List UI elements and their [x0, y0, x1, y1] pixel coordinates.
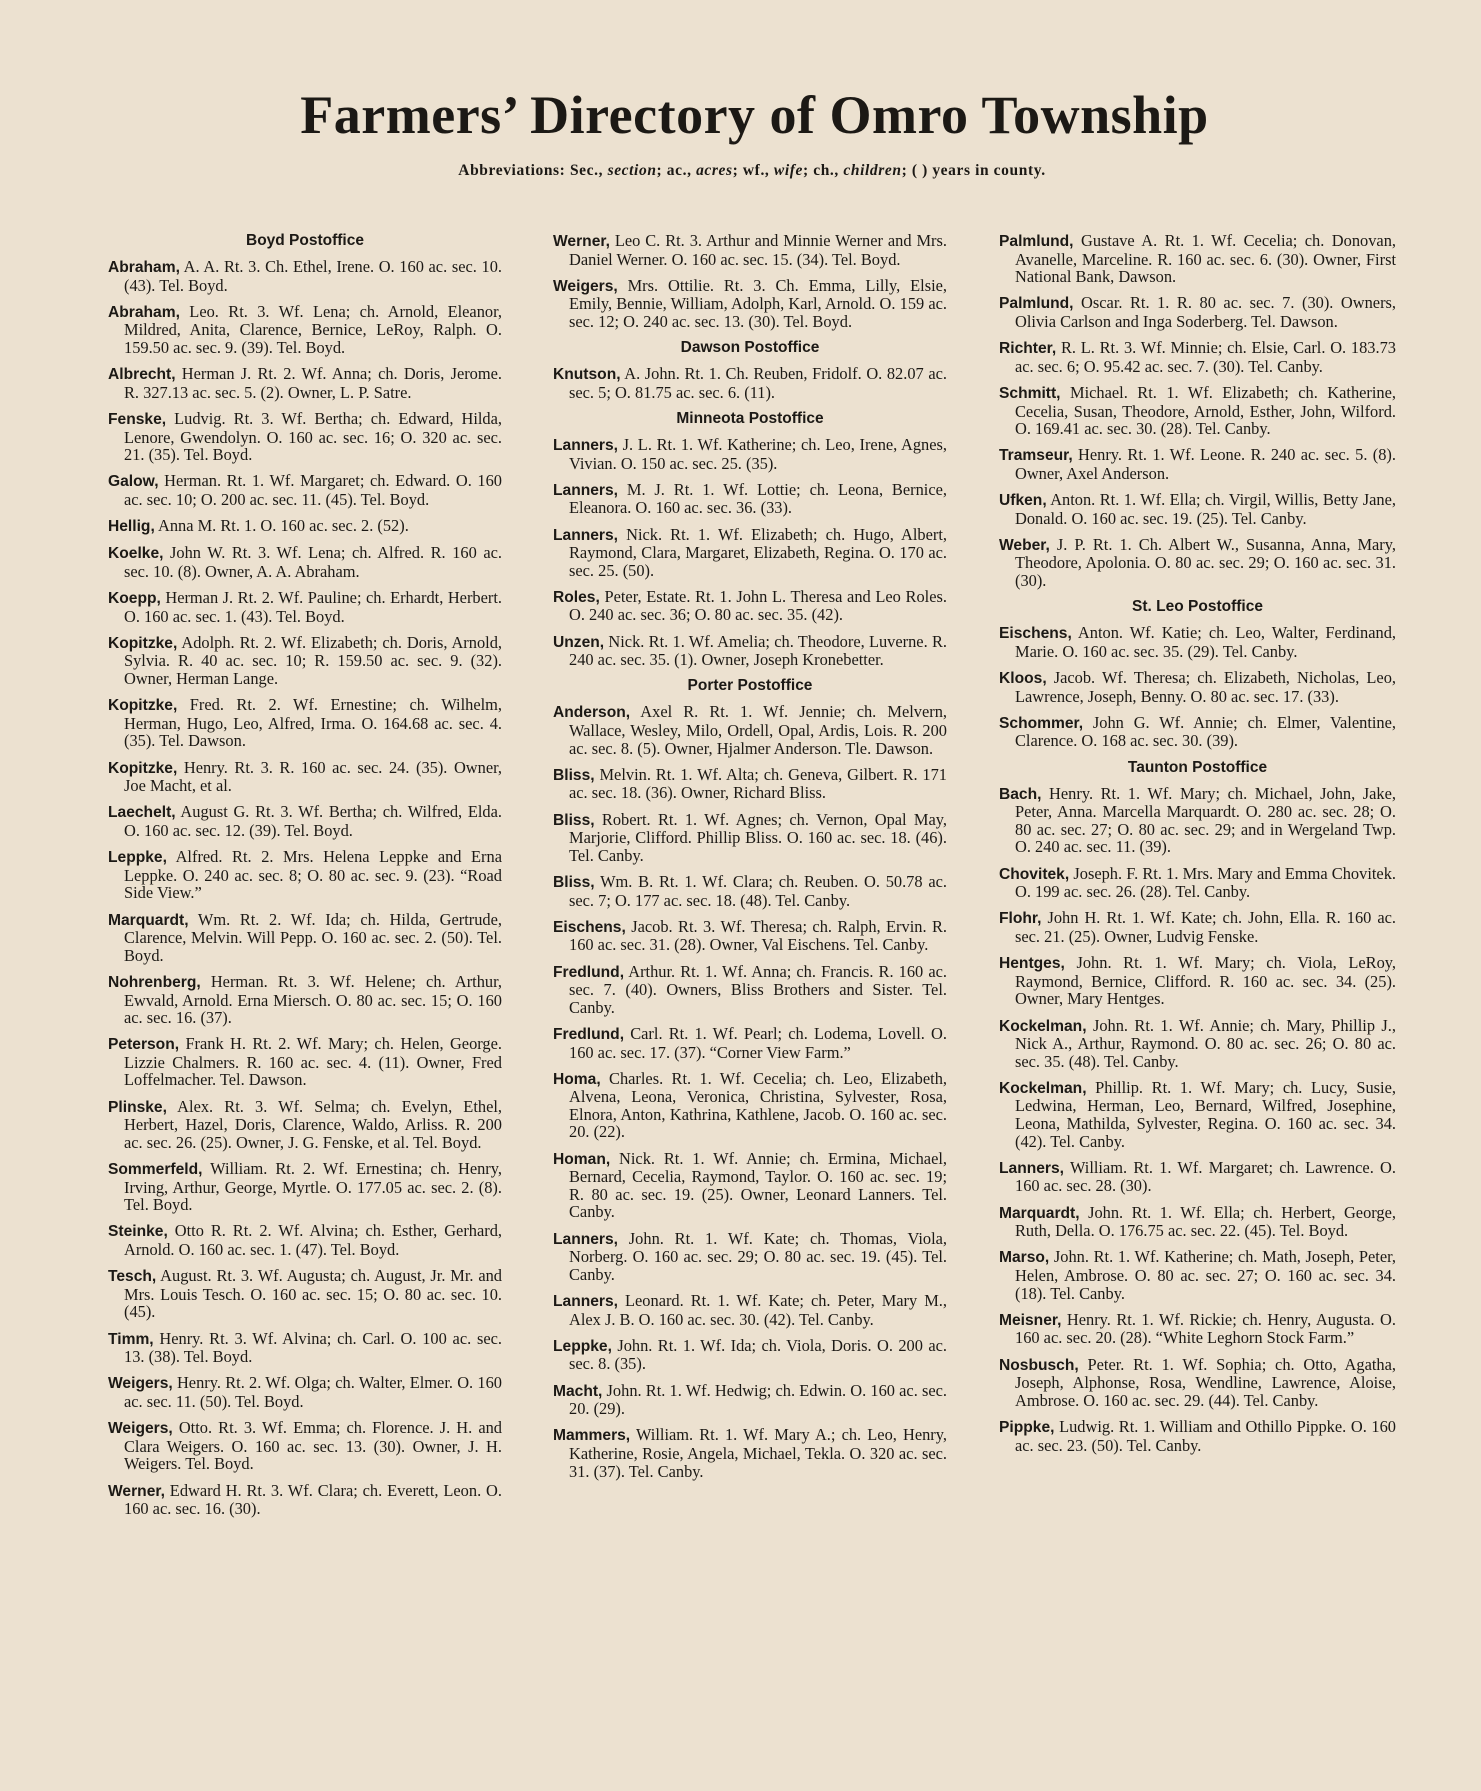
- entry-surname: Fredlund,: [553, 1025, 625, 1043]
- column-1: [108, 232, 502, 1526]
- directory-entry: [553, 918, 947, 954]
- entry-details: Jacob. Rt. 3. Wf. Theresa; ch. Ralph, Ervin. R. 160 ac. sec. 31. (28). Owner, Val Eischens. Tel. Canby.: [569, 916, 947, 955]
- entry-details: Leo. Rt. 3. Wf. Lena; ch. Arnold, Eleanor, Mildred, Anita, Clarence, Bernice, LeRoy, Ralph. O. 159.50 ac. sec. 9. (39). Tel. Boyd.: [124, 301, 502, 357]
- entry-surname: Roles,: [553, 588, 600, 606]
- entry-details: Nick. Rt. 1. Wf. Annie; ch. Ermina, Michael, Bernard, Cecelia, Raymond, Taylor. O. 160 ac. sec. 19; R. 80 ac. sec. 19. (25). Owner, Leonard Lanners. Tel. Canby.: [569, 1148, 947, 1222]
- directory-entry: [108, 1098, 502, 1152]
- postoffice-heading: Dawson Postoffice: [680, 339, 820, 357]
- abbreviations-legend: [0, 162, 1481, 180]
- entry-surname: Leppke,: [553, 1337, 612, 1355]
- directory-entry: [108, 472, 502, 508]
- entry-surname: Hentges,: [999, 955, 1065, 973]
- directory-entry: [108, 1330, 502, 1366]
- entry-surname: Richter,: [999, 340, 1057, 358]
- abbr-item: Sec., section;: [569, 162, 663, 179]
- entry-surname: Nosbusch,: [999, 1356, 1079, 1374]
- directory-entry: [999, 1017, 1396, 1071]
- abbr-paren-meaning: years in county.: [932, 162, 1046, 179]
- entry-surname: Bliss,: [553, 766, 595, 784]
- entry-surname: Lanners,: [999, 1159, 1064, 1177]
- directory-entry: [999, 294, 1396, 330]
- entry-details: Joseph. F. Rt. 1. Mrs. Mary and Emma Chovitek. O. 199 ac. sec. 26. (28). Tel. Canby.: [1015, 863, 1396, 902]
- entry-details: Robert. Rt. 1. Wf. Agnes; ch. Vernon, Opal May, Marjorie, Clifford. Phillip Bliss. O. 160 ac. sec. 18. (46). Tel. Canby.: [569, 809, 947, 865]
- entry-surname: Fenske,: [108, 410, 167, 428]
- entry-details: Arthur. Rt. 1. Wf. Anna; ch. Francis. R. 160 ac. sec. 7. (40). Owners, Bliss Brothers and Sister. Tel. Canby.: [569, 961, 947, 1017]
- entry-details: Gustave A. Rt. 1. Wf. Cecelia; ch. Donovan, Avanelle, Marceline. R. 160 ac. sec. 6. (30). Owner, First National Bank, Dawson.: [1015, 231, 1396, 287]
- entry-details: Henry. Rt. 1. Wf. Mary; ch. Michael, John, Jake, Peter, Anna. Marcella Marquardt. O. 280 ac. sec. 28; O. 80 ac. sec. 27; O. 80 ac. sec. 29; and in Wergeland Twp. O. 240 ac. sec. 11. (39).: [1015, 783, 1396, 857]
- entry-surname: Galow,: [108, 473, 159, 491]
- entry-surname: Abraham,: [108, 259, 180, 276]
- entry-surname: Peterson,: [108, 1036, 180, 1054]
- entry-surname: Lanners,: [553, 526, 618, 544]
- entry-details: Henry. Rt. 1. Wf. Rickie; ch. Henry, Augusta. O. 160 ac. sec. 20. (28). “White Leghorn Stock Farm.”: [1015, 1309, 1396, 1348]
- entry-surname: Bliss,: [553, 873, 595, 891]
- postoffice-heading: Minneota Postoffice: [676, 409, 824, 427]
- entry-details: Henry. Rt. 3. Wf. Alvina; ch. Carl. O. 100 ac. sec. 13. (38). Tel. Boyd.: [124, 1328, 502, 1367]
- abbr-item: ch., children;: [813, 162, 908, 179]
- entry-details: Peter. Rt. 1. Wf. Sophia; ch. Otto, Agatha, Joseph, Alphonse, Rosa, Wendline, Lawrence, Aloise, Ambrose. O. 160 ac. sec. 29. (44). Tel. Canby.: [1015, 1354, 1396, 1410]
- entry-details: A. John. Rt. 1. Ch. Reuben, Fridolf. O. 82.07 ac. sec. 5; O. 81.75 ac. sec. 6. (11).: [569, 364, 947, 402]
- entry-surname: Knutson,: [553, 366, 621, 384]
- entry-details: Wm. B. Rt. 1. Wf. Clara; ch. Reuben. O. 50.78 ac. sec. 7; O. 177 ac. sec. 18. (48). Tel. Canby.: [569, 871, 947, 910]
- directory-entry: [108, 1267, 502, 1321]
- entry-details: Herman J. Rt. 2. Wf. Pauline; ch. Erhardt, Herbert. O. 160 ac. sec. 1. (43). Tel. Boyd.: [124, 588, 502, 626]
- entry-details: Adolph. Rt. 2. Wf. Elizabeth; ch. Doris, Arnold, Sylvia. R. 40 ac. sec. 10; R. 159.50 ac. sec. 9. (32). Owner, Herman Lange.: [124, 632, 502, 689]
- entry-surname: Laechelt,: [108, 804, 176, 822]
- column-3: [999, 232, 1396, 1463]
- entry-surname: Timm,: [108, 1330, 154, 1348]
- directory-entry: [108, 1482, 502, 1518]
- entry-details: Otto R. Rt. 2. Wf. Alvina; ch. Esther, Gerhard, Arnold. O. 160 ac. sec. 1. (47). Tel. Boyd.: [124, 1221, 502, 1259]
- directory-entry: [108, 1419, 502, 1473]
- entry-details: Frank H. Rt. 2. Wf. Mary; ch. Helen, George. Lizzie Chalmers. R. 160 ac. sec. 4. (11). Owner, Fred Loffelmacher. Tel. Dawson.: [124, 1034, 502, 1090]
- entry-surname: Unzen,: [553, 633, 605, 651]
- directory-entry: [108, 634, 502, 688]
- entry-surname: Kopitzke,: [108, 759, 178, 777]
- entry-details: Otto. Rt. 3. Wf. Emma; ch. Florence. J. H. and Clara Weigers. O. 160 ac. sec. 13. (30). Owner, J. H. Weigers. Tel. Boyd.: [124, 1418, 502, 1474]
- entry-details: Herman. Rt. 1. Wf. Margaret; ch. Edward. O. 160 ac. sec. 10; O. 200 ac. sec. 11. (45). Tel. Boyd.: [124, 471, 502, 509]
- entry-details: Herman J. Rt. 2. Wf. Anna; ch. Doris, Jerome. R. 327.13 ac. sec. 5. (2). Owner, L. P. Satre.: [124, 364, 502, 402]
- entry-details: Wm. Rt. 2. Wf. Ida; ch. Hilda, Gertrude, Clarence, Melvin. Will Pepp. O. 160 ac. sec. 2. (50). Tel. Boyd.: [124, 909, 502, 965]
- directory-entry: [999, 1356, 1396, 1410]
- directory-entry: [108, 848, 502, 902]
- entry-details: Alex. Rt. 3. Wf. Selma; ch. Evelyn, Ethel, Herbert, Hazel, Doris, Clarence, Waldo, Arliss. R. 200 ac. sec. 26. (25). Owner, J. G. Fenske, et al. Tel. Boyd.: [124, 1096, 502, 1152]
- entry-surname: Kockelman,: [999, 1017, 1087, 1035]
- directory-entry: [108, 696, 502, 750]
- directory-entry: [108, 1035, 502, 1089]
- entry-surname: Kloos,: [999, 670, 1047, 688]
- entry-details: William. Rt. 2. Wf. Ernestina; ch. Henry, Irving, Arthur, George, Myrtle. O. 177.05 ac. sec. 2. (8). Tel. Boyd.: [124, 1159, 502, 1215]
- entry-details: Nick. Rt. 1. Wf. Amelia; ch. Theodore, Luverne. R. 240 ac. sec. 35. (1). Owner, Joseph Kronebetter.: [569, 631, 947, 670]
- entry-surname: Leppke,: [108, 849, 167, 867]
- directory-entry: [553, 1382, 947, 1418]
- entry-surname: Bliss,: [553, 811, 595, 829]
- entry-surname: Lanners,: [553, 436, 618, 454]
- directory-entry: [999, 446, 1396, 482]
- entry-surname: Albrecht,: [108, 366, 176, 384]
- entry-details: Henry. Rt. 3. R. 160 ac. sec. 24. (35). Owner, Joe Macht, et al.: [124, 757, 502, 796]
- directory-entry: [553, 963, 947, 1017]
- directory-entry: [999, 909, 1396, 945]
- directory-entry: [999, 865, 1396, 901]
- directory-entry: [553, 811, 947, 865]
- directory-entry: [999, 785, 1396, 856]
- entry-details: Michael. Rt. 1. Wf. Elizabeth; ch. Katherine, Cecelia, Susan, Theodore, Arnold, Esther, John, Wilford. O. 169.41 ac. sec. 30. (28). Tel. Canby.: [1015, 382, 1396, 439]
- directory-entry: [553, 1230, 947, 1284]
- directory-entry: [553, 1426, 947, 1480]
- entry-surname: Marso,: [999, 1249, 1050, 1267]
- directory-entry: [553, 703, 947, 757]
- entry-details: John H. Rt. 1. Wf. Kate; ch. John, Ella. R. 160 ac. sec. 21. (25). Owner, Ludvig Fenske.: [1015, 908, 1396, 946]
- directory-entry: [999, 1418, 1396, 1454]
- entry-details: Charles. Rt. 1. Wf. Cecelia; ch. Leo, Elizabeth, Alvena, Leona, Veronica, Christina, Sylvester, Rosa, Elnora, Anton, Kathrina, Kathlene, Jacob. O. 160 ac. sec. 20. (22).: [569, 1068, 947, 1142]
- directory-entry: [999, 714, 1396, 750]
- entry-surname: Steinke,: [108, 1223, 168, 1241]
- entry-details: Melvin. Rt. 1. Wf. Alta; ch. Geneva, Gilbert. R. 171 ac. sec. 18. (36). Owner, Richard Bliss.: [569, 764, 947, 803]
- entry-surname: Pippke,: [999, 1418, 1055, 1436]
- directory-entry: [108, 973, 502, 1027]
- directory-entry: [999, 669, 1396, 705]
- entry-surname: Mammers,: [553, 1427, 631, 1445]
- entry-surname: Ufken,: [999, 492, 1047, 510]
- directory-entry: [553, 1025, 947, 1061]
- entry-details: Oscar. Rt. 1. R. 80 ac. sec. 7. (30). Owners, Olivia Carlson and Inga Soderberg. Tel. Dawson.: [1015, 293, 1396, 331]
- entry-surname: Weigers,: [108, 1375, 173, 1393]
- directory-entry: [553, 277, 947, 331]
- entry-details: Anton. Wf. Katie; ch. Leo, Walter, Ferdinand, Marie. O. 160 ac. sec. 35. (29). Tel. Canby.: [1015, 623, 1396, 661]
- directory-entry: [108, 365, 502, 401]
- entry-surname: Weigers,: [553, 277, 618, 295]
- page-title: Farmers’ Directory of Omro Township: [300, 85, 1209, 145]
- entry-surname: Fredlund,: [553, 963, 625, 981]
- entry-details: Ludwig. Rt. 1. William and Othillo Pippke. O. 160 ac. sec. 23. (50). Tel. Canby.: [1015, 1416, 1396, 1455]
- entry-details: Leonard. Rt. 1. Wf. Kate; ch. Peter, Mary M., Alex J. B. O. 160 ac. sec. 30. (42). Tel. Canby.: [569, 1291, 947, 1329]
- entry-details: Herman. Rt. 3. Wf. Helene; ch. Arthur, Ewvald, Arnold. Erna Miersch. O. 80 ac. sec. 15; O. 160 ac. sec. 16. (37).: [124, 971, 502, 1028]
- postoffice-heading: St. Leo Postoffice: [1132, 598, 1263, 616]
- directory-entry: [999, 1204, 1396, 1240]
- directory-entry: [553, 436, 947, 472]
- entry-surname: Lanners,: [553, 481, 618, 499]
- entry-surname: Homa,: [553, 1070, 601, 1088]
- entry-details: Fred. Rt. 2. Wf. Ernestine; ch. Wilhelm, Herman, Hugo, Leo, Alfred, Irma. O. 164.68 ac. sec. 4. (35). Tel. Dawson.: [124, 695, 502, 751]
- entry-details: Anna M. Rt. 1. O. 160 ac. sec. 2. (52).: [154, 516, 409, 536]
- directory-entry: [999, 624, 1396, 660]
- directory-entry: [108, 517, 502, 536]
- entry-details: John. Rt. 1. Wf. Hedwig; ch. Edwin. O. 160 ac. sec. 20. (29).: [569, 1380, 947, 1419]
- entry-surname: Koelke,: [108, 545, 164, 563]
- entry-surname: Kopitzke,: [108, 697, 178, 715]
- directory-entry: [999, 232, 1396, 286]
- entry-details: Carl. Rt. 1. Wf. Pearl; ch. Lodema, Lovell. O. 160 ac. sec. 17. (37). “Corner View Farm.”: [569, 1023, 947, 1062]
- directory-entry: [553, 633, 947, 669]
- entry-details: R. L. Rt. 3. Wf. Minnie; ch. Elsie, Carl. O. 183.73 ac. sec. 6; O. 95.42 ac. sec. 7. (30). Tel. Canby.: [1015, 338, 1396, 376]
- directory-entry: [108, 759, 502, 795]
- entry-details: Axel R. Rt. 1. Wf. Jennie; ch. Melvern, Wallace, Wesley, Milo, Ordell, Opal, Ardis, Lois. R. 200 ac. sec. 8. (5). Owner, Hjalmer Anderson. Tle. Dawson.: [569, 702, 947, 758]
- entry-details: William. Rt. 1. Wf. Mary A.; ch. Leo, Henry, Katherine, Rosie, Angela, Michael, Tekla. O. 320 ac. sec. 31. (37). Tel. Canby.: [569, 1425, 947, 1481]
- entry-surname: Werner,: [553, 233, 610, 250]
- entry-surname: Hellig,: [108, 518, 155, 536]
- entry-surname: Kopitzke,: [108, 634, 178, 652]
- directory-entry: [999, 491, 1396, 527]
- directory-entry: [108, 410, 502, 464]
- entry-surname: Werner,: [108, 1482, 165, 1500]
- postoffice-heading: Boyd Postoffice: [246, 232, 364, 249]
- abbr-paren: ( ): [911, 162, 928, 179]
- directory-entry: [999, 339, 1396, 375]
- entry-surname: Lanners,: [553, 1230, 618, 1248]
- entry-details: John. Rt. 1. Wf. Mary; ch. Viola, LeRoy, Raymond, Bernice, Clifford. R. 160 ac. sec. 34. (25). Owner, Mary Hentges.: [1015, 953, 1396, 1009]
- entry-details: Anton. Rt. 1. Wf. Ella; ch. Virgil, Willis, Betty Jane, Donald. O. 160 ac. sec. 19. (25). Tel. Canby.: [1015, 490, 1396, 528]
- postoffice-heading: Porter Postoffice: [687, 677, 813, 695]
- directory-entry: [108, 911, 502, 965]
- entry-details: John. Rt. 1. Wf. Kate; ch. Thomas, Viola, Norberg. O. 160 ac. sec. 29; O. 80 ac. sec. 19. (45). Tel. Canby.: [569, 1228, 947, 1284]
- directory-entry: [999, 1079, 1396, 1150]
- entry-details: Edward H. Rt. 3. Wf. Clara; ch. Everett, Leon. O. 160 ac. sec. 16. (30).: [124, 1480, 502, 1519]
- directory-entry: [999, 536, 1396, 590]
- directory-entry: [108, 258, 502, 294]
- directory-entry: [553, 1292, 947, 1328]
- entry-surname: Eischens,: [553, 918, 626, 936]
- directory-entry: [108, 589, 502, 625]
- abbr-item: ac., acres;: [666, 162, 739, 179]
- entry-details: Henry. Rt. 1. Wf. Leone. R. 240 ac. sec. 5. (8). Owner, Axel Anderson.: [1015, 445, 1396, 483]
- entry-surname: Meisner,: [999, 1311, 1062, 1329]
- directory-entry: [553, 365, 947, 401]
- entry-details: August. Rt. 3. Wf. Augusta; ch. August, Jr. Mr. and Mrs. Louis Tesch. O. 160 ac. sec. 15; O. 80 ac. sec. 10. (45).: [124, 1266, 502, 1322]
- entry-surname: Nohrenberg,: [108, 973, 201, 991]
- entry-surname: Sommerfeld,: [108, 1161, 203, 1179]
- directory-entry: [553, 873, 947, 909]
- directory-entry: [108, 1160, 502, 1214]
- entry-details: John. Rt. 1. Wf. Ida; ch. Viola, Doris. O. 200 ac. sec. 8. (35).: [569, 1335, 947, 1374]
- entry-details: John. Rt. 1. Wf. Annie; ch. Mary, Phillip J., Nick A., Arthur, Raymond. O. 80 ac. sec. 26; O. 80 ac. sec. 35. (48). Tel. Canby.: [1015, 1015, 1396, 1071]
- directory-entry: [108, 1374, 502, 1410]
- entry-details: Phillip. Rt. 1. Wf. Mary; ch. Lucy, Susie, Ledwina, Herman, Leo, Bernard, Wilfred, Josephine, Leona, Mathilda, Sylvester, Regina. O. 160 ac. sec. 34. (42). Tel. Canby.: [1015, 1077, 1396, 1151]
- entry-details: John W. Rt. 3. Wf. Lena; ch. Alfred. R. 160 ac. sec. 10. (8). Owner, A. A. Abraham.: [124, 543, 502, 581]
- directory-entry: [108, 1222, 502, 1258]
- entry-details: Jacob. Wf. Theresa; ch. Elizabeth, Nicholas, Leo, Lawrence, Joseph, Benny. O. 80 ac. sec. 17. (33).: [1015, 668, 1396, 706]
- entry-surname: Homan,: [553, 1150, 611, 1168]
- entry-surname: Lanners,: [553, 1293, 618, 1310]
- entry-details: J. P. Rt. 1. Ch. Albert W., Susanna, Anna, Mary, Theodore, Apolonia. O. 80 ac. sec. 29; O. 160 ac. sec. 31. (30).: [1015, 534, 1396, 591]
- entry-surname: Abraham,: [108, 303, 180, 321]
- entry-surname: Schmitt,: [999, 384, 1061, 402]
- entry-details: A. A. Rt. 3. Ch. Ethel, Irene. O. 160 ac. sec. 10. (43). Tel. Boyd.: [124, 257, 502, 295]
- column-2: [553, 232, 947, 1489]
- postoffice-heading: Taunton Postoffice: [1127, 758, 1268, 776]
- directory-entry: [108, 803, 502, 839]
- directory-entry: [999, 1159, 1396, 1195]
- entry-details: Henry. Rt. 2. Wf. Olga; ch. Walter, Elmer. O. 160 ac. sec. 11. (50). Tel. Boyd.: [124, 1373, 502, 1411]
- entry-details: John. Rt. 1. Wf. Katherine; ch. Math, Joseph, Peter, Helen, Ambrose. O. 80 ac. sec. 27; O. 160 ac. sec. 34. (18). Tel. Canby.: [1015, 1247, 1396, 1303]
- entry-surname: Palmlund,: [999, 233, 1074, 250]
- directory-entry: [108, 303, 502, 357]
- entry-surname: Bach,: [999, 785, 1042, 803]
- entry-surname: Weigers,: [108, 1420, 173, 1438]
- entry-details: John. Rt. 1. Wf. Ella; ch. Herbert, George, Ruth, Della. O. 176.75 ac. sec. 22. (45). Tel. Boyd.: [1015, 1202, 1396, 1241]
- entry-details: William. Rt. 1. Wf. Margaret; ch. Lawrence. O. 160 ac. sec. 28. (30).: [1015, 1157, 1396, 1196]
- entry-surname: Palmlund,: [999, 295, 1074, 313]
- entry-surname: Plinske,: [108, 1098, 167, 1116]
- directory-entry: [553, 232, 947, 268]
- entry-surname: Flohr,: [999, 910, 1042, 928]
- directory-entry: [999, 384, 1396, 438]
- entry-surname: Marquardt,: [999, 1204, 1080, 1222]
- entry-surname: Marquardt,: [108, 911, 189, 929]
- abbr-item: wf., wife;: [742, 162, 809, 179]
- entry-details: Alfred. Rt. 2. Mrs. Helena Leppke and Erna Leppke. O. 240 ac. sec. 8; O. 80 ac. sec. 9. (23). “Road Side View.”: [124, 847, 502, 903]
- entry-surname: Koepp,: [108, 590, 161, 608]
- directory-entry: [553, 526, 947, 580]
- entry-details: M. J. Rt. 1. Wf. Lottie; ch. Leona, Bernice, Eleanora. O. 160 ac. sec. 36. (33).: [569, 479, 947, 518]
- abbreviations-label: Abbreviations:: [458, 162, 566, 179]
- entry-surname: Tesch,: [108, 1268, 157, 1286]
- entry-details: J. L. Rt. 1. Wf. Katherine; ch. Leo, Irene, Agnes, Vivian. O. 150 ac. sec. 25. (35).: [569, 434, 947, 473]
- entry-details: Nick. Rt. 1. Wf. Elizabeth; ch. Hugo, Albert, Raymond, Clara, Margaret, Elizabeth, Regina. O. 170 ac. sec. 25. (50).: [569, 524, 947, 580]
- entry-details: August G. Rt. 3. Wf. Bertha; ch. Wilfred, Elda. O. 160 ac. sec. 12. (39). Tel. Boyd.: [124, 802, 502, 840]
- directory-entry: [999, 1248, 1396, 1302]
- entry-surname: Macht,: [553, 1382, 603, 1400]
- directory-entry: [553, 1070, 947, 1141]
- entry-surname: Eischens,: [999, 625, 1072, 643]
- directory-entry: [553, 588, 947, 624]
- directory-entry: [553, 1337, 947, 1373]
- directory-entry: [999, 954, 1396, 1008]
- entry-surname: Chovitek,: [999, 865, 1070, 883]
- entry-details: John G. Wf. Annie; ch. Elmer, Valentine, Clarence. O. 168 ac. sec. 30. (39).: [1015, 712, 1396, 751]
- directory-entry: [999, 1311, 1396, 1347]
- entry-surname: Tramseur,: [999, 447, 1073, 465]
- entry-details: Mrs. Ottilie. Rt. 3. Ch. Emma, Lilly, Elsie, Emily, Bennie, William, Adolph, Karl, Arnold. O. 159 ac. sec. 12; O. 240 ac. sec. 13. (30). Tel. Boyd.: [569, 275, 947, 331]
- entry-details: Peter, Estate. Rt. 1. John L. Theresa and Leo Roles. O. 240 ac. sec. 36; O. 80 ac. sec. 35. (42).: [569, 586, 947, 625]
- entry-surname: Schommer,: [999, 714, 1084, 732]
- entry-surname: Weber,: [999, 536, 1050, 554]
- directory-entry: [553, 766, 947, 802]
- entry-surname: Kockelman,: [999, 1079, 1087, 1097]
- entry-details: Leo C. Rt. 3. Arthur and Minnie Werner and Mrs. Daniel Werner. O. 160 ac. sec. 15. (34). Tel. Boyd.: [569, 231, 947, 269]
- entry-details: Ludvig. Rt. 3. Wf. Bertha; ch. Edward, Hilda, Lenore, Gwendolyn. O. 160 ac. sec. 16; O. 320 ac. sec. 21. (35). Tel. Boyd.: [124, 408, 502, 465]
- directory-entry: [553, 481, 947, 517]
- directory-entry: [108, 544, 502, 580]
- entry-surname: Anderson,: [553, 704, 631, 722]
- directory-entry: [553, 1150, 947, 1221]
